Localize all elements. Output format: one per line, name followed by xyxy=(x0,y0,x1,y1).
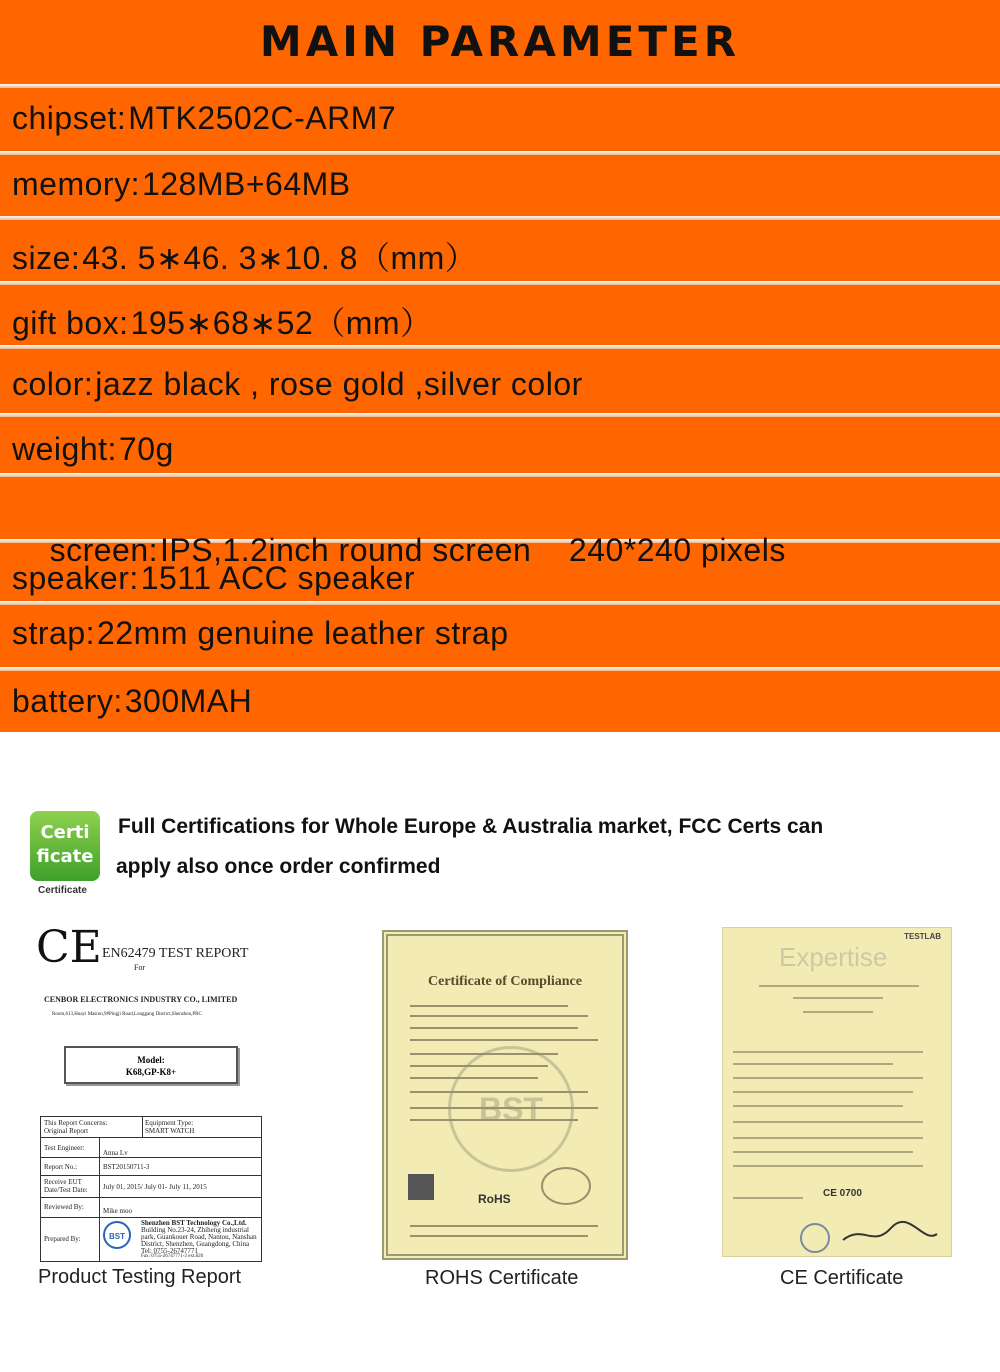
param-label: screen xyxy=(49,532,149,568)
page-title: MAIN PARAMETER xyxy=(259,17,741,66)
param-value: MTK2502C-ARM7 xyxy=(128,100,397,136)
report-company: CENBOR ELECTRONICS INDUSTRY CO., LIMITED xyxy=(44,995,238,1004)
param-label: gift box xyxy=(12,305,120,341)
param-label: speaker xyxy=(12,560,130,596)
param-value: 1511 ACC speaker xyxy=(140,560,415,596)
report-info-table xyxy=(40,1116,262,1262)
row-divider xyxy=(0,151,1000,155)
caption-ce: CE Certificate xyxy=(780,1267,904,1289)
param-value: 70g xyxy=(118,431,174,467)
param-colon: : xyxy=(119,305,129,341)
certificate-logo-icon xyxy=(30,811,100,881)
param-row-strap xyxy=(12,615,508,652)
caption-product-testing: Product Testing Report xyxy=(38,1266,242,1288)
row-divider xyxy=(0,473,1000,477)
param-label: weight xyxy=(12,431,108,467)
param-colon: : xyxy=(129,560,139,596)
model-value: K68,GP-K8+ xyxy=(125,1067,177,1077)
param-value: 43. 5∗46. 3∗10. 8（mm） xyxy=(82,240,478,276)
row-divider xyxy=(0,345,1000,349)
param-colon: : xyxy=(85,615,96,651)
bst-seal-icon: BST xyxy=(103,1221,131,1249)
engineer-label: Test Engineer: xyxy=(44,1144,85,1152)
param-colon: : xyxy=(148,532,158,568)
report-title: EN62479 TEST REPORT xyxy=(102,946,249,961)
equipment-value: SMART WATCH xyxy=(145,1127,195,1135)
param-value: 22mm genuine leather strap xyxy=(97,615,509,651)
reviewed-value: Mike moo xyxy=(103,1207,132,1215)
ce-cert-text-lines xyxy=(723,928,953,1258)
param-row-chipset xyxy=(12,100,396,137)
param-label: battery xyxy=(12,683,114,719)
ce-mark-icon: CE xyxy=(36,922,102,973)
param-colon: : xyxy=(107,431,117,467)
param-label: chipset xyxy=(12,100,117,136)
report-no-value: BST20150711-3 xyxy=(103,1163,150,1171)
param-colon: : xyxy=(83,366,94,402)
row-divider xyxy=(0,281,1000,285)
param-label: color xyxy=(12,366,84,402)
param-row-speaker xyxy=(12,560,415,597)
prepared-label: Prepared By: xyxy=(44,1235,81,1243)
lab-fax: Fax: 0755-26747771-3 ext.826 xyxy=(141,1254,204,1259)
report-address: Room,613,Huayi Masion,9#Pingji Road,Longgang District,Shenzhen,PRC xyxy=(52,1012,202,1017)
row-divider xyxy=(0,667,1000,671)
concerns-label: This Report Concerns: xyxy=(44,1119,108,1127)
param-label: memory xyxy=(12,166,131,202)
ce-cert-title: Expertise xyxy=(779,942,888,972)
param-row-gift-box xyxy=(12,298,433,344)
param-colon: : xyxy=(130,166,140,202)
lab-address-3: District, Shenzhen, Guangdong, China xyxy=(141,1240,250,1248)
receive-label: Receive EUT xyxy=(44,1178,82,1186)
ce-certificate-image xyxy=(722,927,952,1257)
row-divider xyxy=(0,413,1000,417)
lab-tel: Tel: 0755-26747771 xyxy=(141,1247,198,1255)
rohs-cert-title: Certificate of Compliance xyxy=(428,974,582,989)
row-divider xyxy=(0,216,1000,220)
testlab-brand: TESTLAB xyxy=(904,932,941,941)
model-label: Model: xyxy=(137,1055,165,1065)
param-colon: : xyxy=(116,100,127,136)
caption-rohs: ROHS Certificate xyxy=(425,1267,579,1289)
param-label: size xyxy=(12,240,71,276)
param-value: 300MAH xyxy=(124,683,253,719)
report-for: For xyxy=(134,963,146,972)
certifications-line-1: Full Certifications for Whole Europe & Australia market, FCC Certs can xyxy=(118,815,824,838)
lab-address-1: Building No.23-24, Zhiheng industrial xyxy=(141,1226,249,1234)
param-label: strap xyxy=(12,615,86,651)
rohs-mark: RoHS xyxy=(478,1192,511,1206)
bst-watermark-icon: BST xyxy=(448,1046,574,1172)
param-row-battery xyxy=(12,683,252,720)
ce-cert-mark: CE 0700 xyxy=(823,1188,862,1199)
concerns-value: Original Report xyxy=(44,1127,89,1135)
date-label: Date/Test Date: xyxy=(44,1186,88,1194)
param-row-size xyxy=(12,233,477,279)
reviewed-label: Reviewed By: xyxy=(44,1203,84,1211)
rohs-certificate-image xyxy=(382,930,628,1260)
model-box xyxy=(64,1046,238,1084)
date-value: July 01, 2015/ July 01- July 11, 2015 xyxy=(103,1183,207,1191)
param-colon: : xyxy=(70,240,81,276)
param-colon: : xyxy=(113,683,123,719)
certifications-header xyxy=(24,805,984,905)
engineer-value: Anna Lv xyxy=(103,1149,128,1157)
logo-text-line: Certi xyxy=(40,822,90,843)
lab-name: Shenzhen BST Technology Co.,Ltd. xyxy=(141,1219,247,1227)
rohs-cert-text-lines xyxy=(388,936,622,1254)
logo-text-line: ficate xyxy=(36,846,94,867)
row-divider xyxy=(0,84,1000,88)
param-value: IPS,1.2inch round screen 240*240 pixels xyxy=(160,532,786,568)
param-row-weight xyxy=(12,431,174,468)
param-row-color xyxy=(12,366,583,403)
param-value: 128MB+64MB xyxy=(141,166,351,202)
logo-caption: Certificate xyxy=(38,885,87,896)
report-no-label: Report No.: xyxy=(44,1163,78,1171)
lab-address-2: park, Guankouer Road, Nantou, Nanshan xyxy=(141,1233,257,1241)
param-value: 195∗68∗52（mm） xyxy=(130,305,433,341)
param-value: jazz black , rose gold ,silver color xyxy=(95,366,583,402)
certifications-line-2: apply also once order confirmed xyxy=(116,855,441,878)
equipment-label: Equipment Type: xyxy=(145,1119,194,1127)
param-row-memory xyxy=(12,166,351,203)
